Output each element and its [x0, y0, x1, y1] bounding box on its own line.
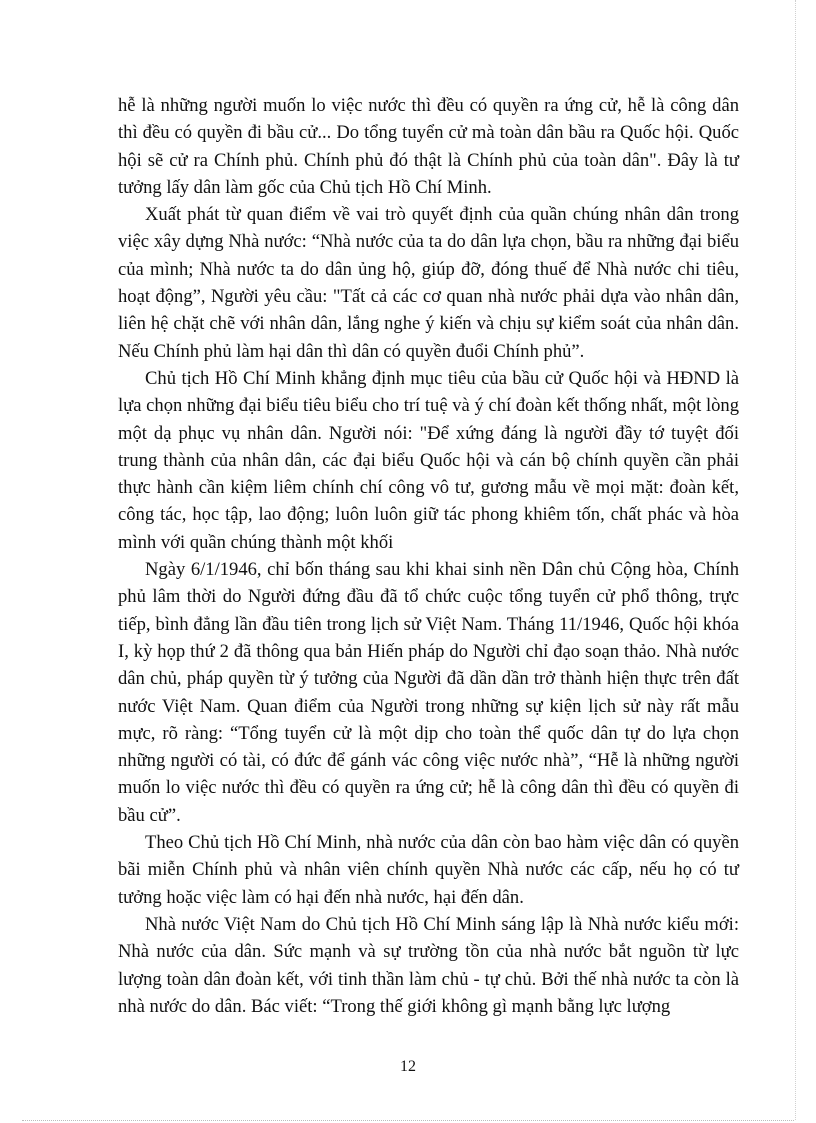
page-edge-divider [795, 0, 796, 1120]
paragraph-5: Theo Chủ tịch Hồ Chí Minh, nhà nước của dân còn bao hàm việc dân có quyền bãi miễn Chính phủ và nhân viên chính quyền Nhà nước các cấp, nếu họ có tư tưởng hoặc việc làm có hại đến nhà nước, hại đến dân. [118, 832, 739, 908]
paragraph-2: Xuất phát từ quan điểm về vai trò quyết định của quần chúng nhân dân trong việc xây dựng Nhà nước: “Nhà nước của ta do dân lựa chọn, bầu ra những đại biểu của mình; Nhà nước ta do dân ủng hộ, giúp đỡ, đóng thuế để Nhà nước chi tiêu, hoạt động”, Người yêu cầu: "Tất cả các cơ quan nhà nước phải dựa vào nhân dân, liên hệ chặt chẽ với nhân dân, lắng nghe ý kiến và chịu sự kiểm soát của nhân dân. Nếu Chính phủ làm hại dân thì dân có quyền đuổi Chính phủ”. [118, 204, 739, 362]
page-number: 12 [400, 1058, 416, 1075]
body-text [118, 92, 739, 1020]
paragraph-6: Nhà nước Việt Nam do Chủ tịch Hồ Chí Minh sáng lập là Nhà nước kiểu mới: Nhà nước của dân. Sức mạnh và sự trường tồn của nhà nước bắt nguồn từ lực lượng toàn dân đoàn kết, với tinh thần làm chủ - tự chủ. Bởi thế nhà nước ta còn là nhà nước do dân. Bác viết: “Trong thế giới không gì mạnh bằng lực lượng [118, 913, 739, 1017]
page-bottom-divider [22, 1120, 794, 1121]
paragraph-3: Chủ tịch Hồ Chí Minh khẳng định mục tiêu của bầu cử Quốc hội và HĐND là lựa chọn những đại biểu tiêu biểu cho trí tuệ và ý chí đoàn kết thống nhất, một lòng một dạ phục vụ nhân dân. Người nói: "Để xứng đáng là người đầy tớ tuyệt đối trung thành của nhân dân, các đại biểu Quốc hội và cán bộ chính quyền cần phải thực hành cần kiệm liêm chính chí công vô tư, gương mẫu về mọi mặt: đoàn kết, công tác, học tập, lao động; luôn luôn giữ tác phong khiêm tốn, chất phác và hòa mình với quần chúng thành một khối [118, 367, 739, 553]
paragraph-1: hễ là những người muốn lo việc nước thì đều có quyền ra ứng cử, hễ là công dân thì đều có quyền đi bầu cử... Do tổng tuyển cử mà toàn dân bầu ra Quốc hội. Quốc hội sẽ cử ra Chính phủ. Chính phủ đó thật là Chính phủ của toàn dân". Đây là tư tưởng lấy dân làm gốc của Chủ tịch Hồ Chí Minh. [118, 95, 739, 198]
paragraph-4: Ngày 6/1/1946, chỉ bốn tháng sau khi khai sinh nền Dân chủ Cộng hòa, Chính phủ lâm thời do Người đứng đầu đã tổ chức cuộc tổng tuyển cử phổ thông, trực tiếp, bình đẳng lần đầu tiên trong lịch sử Việt Nam. Tháng 11/1946, Quốc hội khóa I, kỳ họp thứ 2 đã thông qua bản Hiến pháp do Người chỉ đạo soạn thảo. Nhà nước dân chủ, pháp quyền từ ý tưởng của Người đã dần dần trở thành hiện thực trên đất nước Việt Nam. Quan điểm của Người trong những sự kiện lịch sử này rất mẫu mực, rõ ràng: “Tổng tuyển cử là một dịp cho toàn thể quốc dân tự do lựa chọn những người có tài, có đức để gánh vác công việc nước nhà”, “Hễ là những người muốn lo việc nước thì đều có quyền ra ứng cử; hễ là công dân thì đều có quyền đi bầu cử”. [118, 559, 739, 826]
